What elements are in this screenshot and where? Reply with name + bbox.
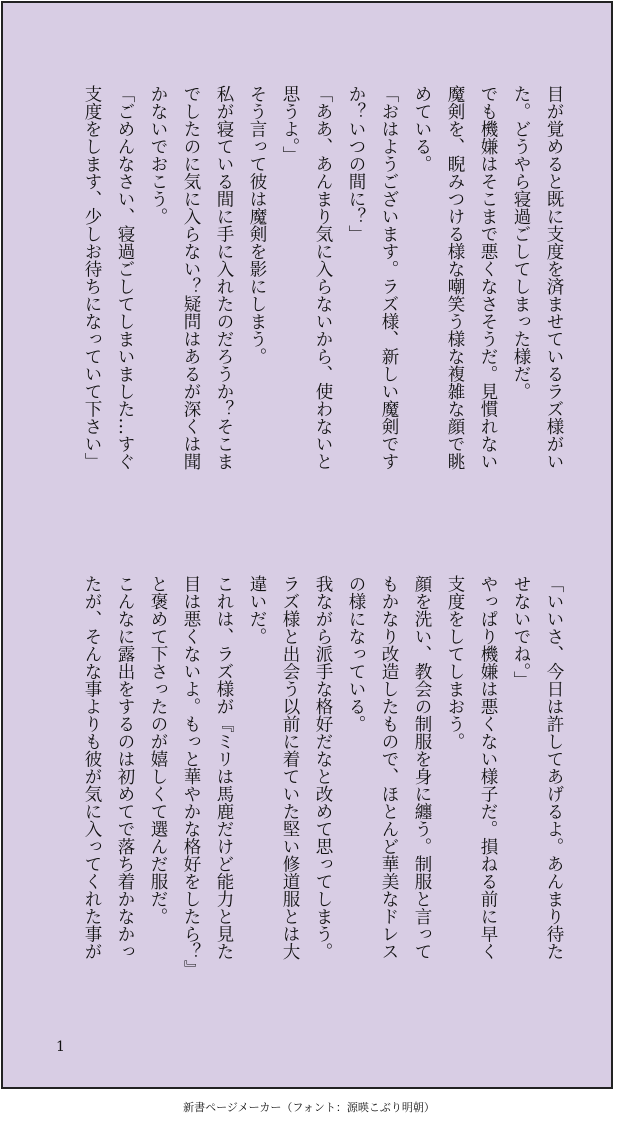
text-line: たが、そんな事よりも彼が気に入ってくれた事が (82, 575, 102, 960)
text-line: 私が寝ている間に手に入れたのだろうか？そこま (214, 85, 234, 470)
page-number: 1 (56, 1039, 65, 1055)
text-line: 目が覚めると既に支度を済ませているラズ様がい (544, 85, 564, 470)
novel-page (1, 1, 613, 1089)
text-line: か？いつの間に？」 (346, 85, 366, 243)
text-line: 顔を洗い、教会の制服を身に纏う。制服と言って (412, 575, 432, 960)
footer-caption: 新書ページメーカー（フォント：源暎こぶり明朝） (183, 1101, 435, 1114)
upper-text-block (30, 85, 570, 525)
text-line: こんなに露出をするのは初めてで落ち着かなかっ (115, 575, 135, 960)
text-line: 我ながら派手な格好だなと改めて思ってしまう。 (313, 575, 333, 960)
text-line: 目は悪くないよ。もっと華やかな格好をしたら？』 (181, 575, 201, 978)
text-line: と褒めて下さったのが嬉しくて選んだ服だ。 (148, 575, 168, 925)
text-line: これは、ラズ様が『ミリは馬鹿だけど能力と見た (214, 575, 234, 960)
text-line: でしたのに気に入らない？疑問はあるが深くは聞 (181, 85, 201, 470)
text-line: ラズ様と出会う以前に着ていた堅い修道服とは大 (280, 575, 300, 960)
text-line: やっぱり機嫌は悪くない様子だ。損ねる前に早く (478, 575, 498, 960)
text-line: 思うよ。」 (280, 85, 300, 164)
lower-text-block (30, 575, 570, 1015)
text-line: せないでね。」 (511, 575, 531, 689)
text-line: 「ごめんなさい、寝過ごしてしまいました…すぐ (115, 85, 135, 470)
text-line: 「いいさ、今日は許してあげるよ。あんまり待た (544, 575, 564, 960)
text-line: 「おはようございます。ラズ様、新しい魔剣です (379, 85, 399, 470)
text-line: た。どうやら寝過ごしてしまった様だ。 (511, 85, 531, 400)
text-line: そう言って彼は魔剣を影にしまう。 (247, 85, 267, 365)
text-line: かないでおこう。 (148, 85, 168, 225)
text-line: 魔剣を、睨みつける様な嘲笑う様な複雑な顔で眺 (445, 85, 465, 470)
text-line: 支度をします、少しお待ちになっていて下さい」 (82, 85, 102, 470)
text-line: 支度をしてしまおう。 (445, 575, 465, 750)
text-line: でも機嫌はそこまで悪くなさそうだ。見慣れない (478, 85, 498, 470)
text-line: 「ああ、あんまり気に入らないから、使わないと (313, 85, 333, 470)
text-line: 違いだ。 (247, 575, 267, 645)
text-line: もかなり改造したもので、ほとんど華美なドレス (379, 575, 399, 960)
text-line: めている。 (412, 85, 432, 173)
text-line: の様になっている。 (346, 575, 366, 733)
